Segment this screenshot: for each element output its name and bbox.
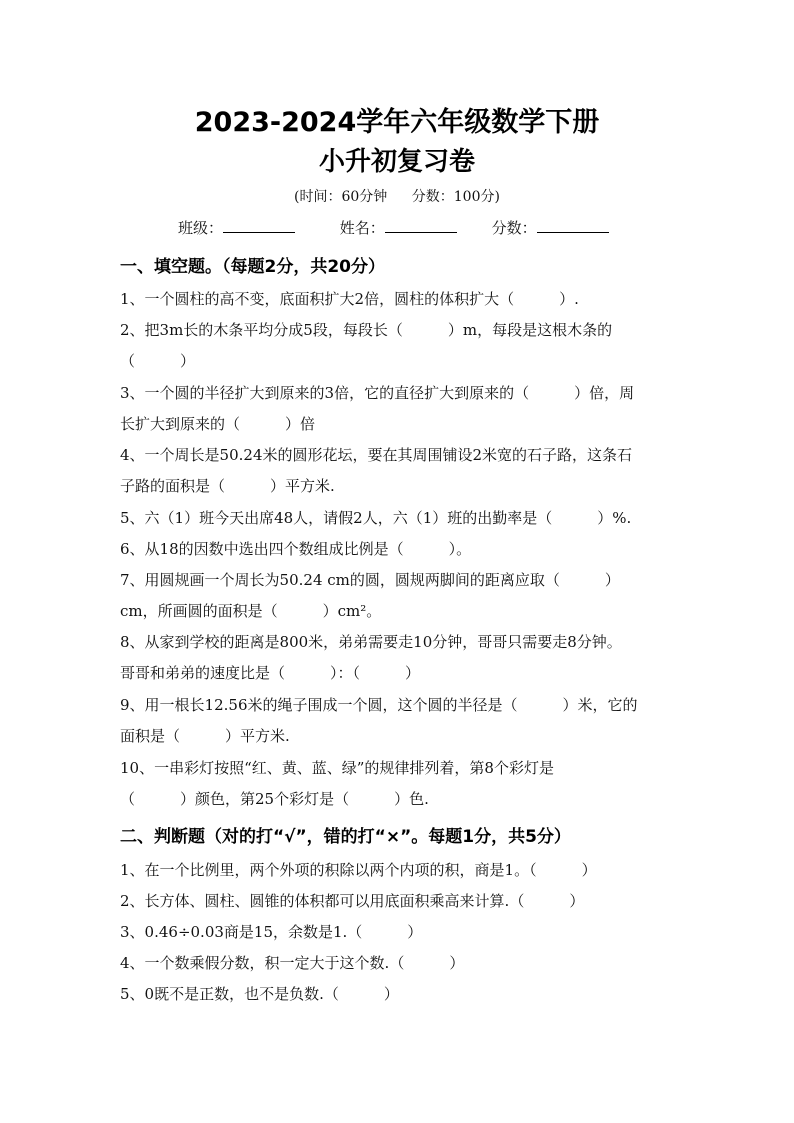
question-item (120, 503, 676, 534)
question-line: 7、用圆规画一个周长为50.24 cm的圆，圆规两脚间的距离应取（ ） (120, 571, 620, 589)
name-field (340, 217, 457, 238)
question-line: 5、六（1）班今天出席48人，请假2人，六（1）班的出勤率是（ ）%. (120, 509, 632, 527)
question-line: 面积是（ ）平方米. (120, 727, 290, 745)
question-item (120, 315, 676, 377)
question-line: cm，所画圆的面积是（ ）cm²。 (120, 602, 382, 620)
question-line: 9、用一根长12.56米的绳子围成一个圆，这个圆的半径是（ ）米，它的 (120, 696, 638, 714)
score-blank (537, 218, 609, 233)
question-line: 2、长方体、圆柱、圆锥的体积都可以用底面积乘高来计算.（ ） (120, 892, 585, 910)
question-line: 3、0.46÷0.03商是15，余数是1.（ ） (120, 923, 423, 941)
question-line: 6、从18的因数中选出四个数组成比例是（ ）。 (120, 540, 472, 558)
question-line: 4、一个周长是50.24米的圆形花坛，要在其周围铺设2米宽的石子路，这条石 (120, 446, 633, 464)
name-label: 姓名： (339, 219, 385, 237)
question-line: 子路的面积是（ ）平方米. (120, 477, 335, 495)
score-label: 分数： (491, 219, 537, 237)
question-line: 1、一个圆柱的高不变，底面积扩大2倍，圆柱的体积扩大（ ）. (120, 290, 579, 308)
question-item (120, 917, 676, 948)
exam-total-score: 分数：100分) (411, 189, 500, 205)
question-line: 哥哥和弟弟的速度比是（ ）：（ ） (120, 664, 421, 682)
question-item (120, 886, 676, 917)
exam-subtitle: 小升初复习卷 (318, 147, 475, 177)
question-item (120, 753, 676, 815)
name-blank (385, 218, 457, 233)
class-field (178, 217, 295, 238)
class-label: 班级： (178, 219, 224, 237)
question-item (120, 855, 676, 886)
question-item (120, 440, 676, 502)
question-item (120, 284, 676, 315)
class-blank (223, 218, 295, 233)
question-item (120, 627, 676, 689)
question-item (120, 378, 676, 440)
question-line: （ ） (120, 352, 196, 370)
question-line: 10、一串彩灯按照“红、黄、蓝、绿”的规律排列着，第8个彩灯是 (120, 759, 554, 777)
section-fill-in-heading: 一、填空题。（每题2分，共20分） (120, 257, 385, 277)
section-true-false-heading: 二、判断题（对的打“√”，错的打“×”。每题1分，共5分） (120, 827, 571, 847)
exam-time: (时间：60分钟 (294, 189, 388, 205)
exam-title: 2023-2024学年六年级数学下册 (194, 107, 600, 138)
question-item (120, 534, 676, 565)
question-line: 3、一个圆的半径扩大到原来的3倍，它的直径扩大到原来的（ ）倍，周 (120, 384, 635, 402)
score-field (492, 217, 609, 238)
question-line: 4、一个数乘假分数，积一定大于这个数.（ ） (120, 954, 465, 972)
question-item (120, 690, 676, 752)
question-line: （ ）颜色，第25个彩灯是（ ）色. (120, 790, 429, 808)
question-line: 8、从家到学校的距离是800米，弟弟需要走10分钟，哥哥只需要走8分钟。 (120, 633, 622, 651)
question-line: 长扩大到原来的（ ）倍 (120, 415, 316, 433)
student-info-row (178, 217, 609, 238)
question-item (120, 979, 676, 1010)
question-item (120, 948, 676, 979)
exam-meta (0, 186, 794, 206)
question-line: 2、把3m长的木条平均分成5段，每段长（ ）m，每段是这根木条的 (120, 321, 613, 339)
question-line: 1、在一个比例里，两个外项的积除以两个内项的积，商是1。（ ） (120, 861, 597, 879)
question-line: 5、0既不是正数，也不是负数.（ ） (120, 985, 399, 1003)
question-item (120, 565, 676, 627)
